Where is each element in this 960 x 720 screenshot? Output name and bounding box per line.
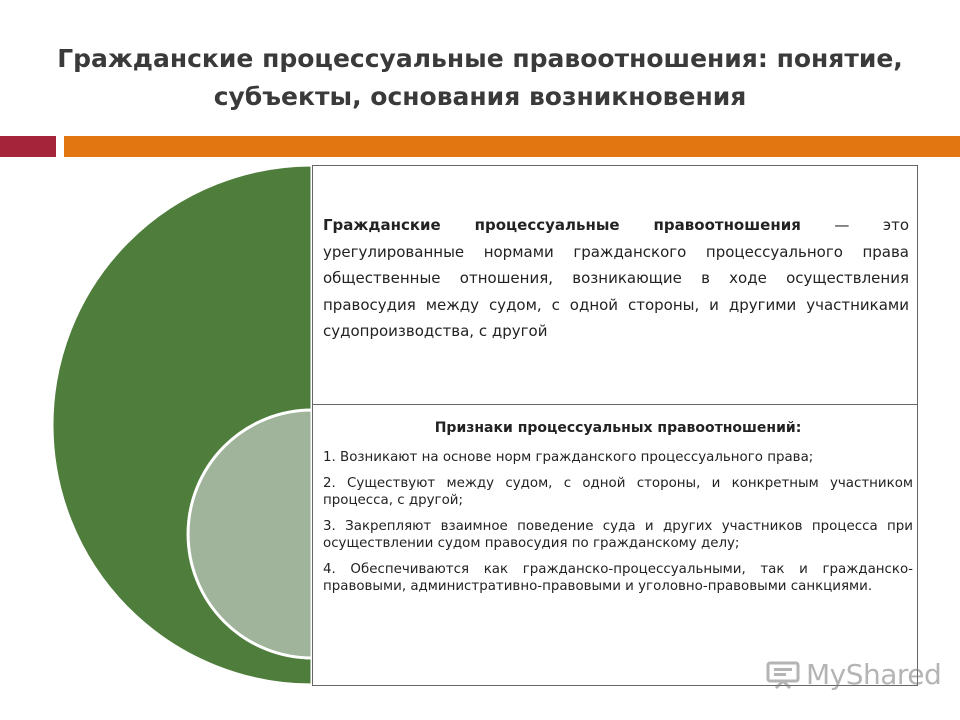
presentation-board-icon: [766, 659, 800, 689]
feature-item: 1. Возникают на основе норм гражданского процессуального права;: [323, 450, 814, 465]
definition-body: — это урегулированные нормами гражданского процессуального права общественные отношения, возникающие в ходе осуществления правосудия между судом, с одной стороны, и другими участниками судопроизводства, с другой: [323, 216, 909, 340]
slide-title-line-1: Гражданские процессуальные правоотношения: понятие,: [57, 44, 903, 73]
feature-item: 4. Обеспечиваются как гражданско-процессуальными, так и гражданско-правовыми, административно-правовыми и уголовно-правовыми санкциями.: [323, 562, 913, 594]
features-heading: Признаки процессуальных правоотношений:: [434, 420, 802, 436]
definition-text: [323, 212, 909, 345]
watermark-text: MyShared: [806, 657, 942, 691]
slide-title-line-2: субъекты, основания возникновения: [213, 82, 747, 111]
definition-term: Гражданские процессуальные правоотношения: [323, 216, 801, 234]
features-box: [312, 404, 918, 686]
features-list: [323, 449, 913, 595]
definition-box: [312, 165, 918, 407]
feature-item: 3. Закрепляют взаимное поведение суда и других участников процесса при осуществлении судом правосудия по гражданскому делу;: [323, 519, 913, 551]
feature-item: 2. Существуют между судом, с одной стороны, и конкретным участником процесса, с другой;: [323, 476, 913, 508]
watermark: [766, 658, 941, 690]
